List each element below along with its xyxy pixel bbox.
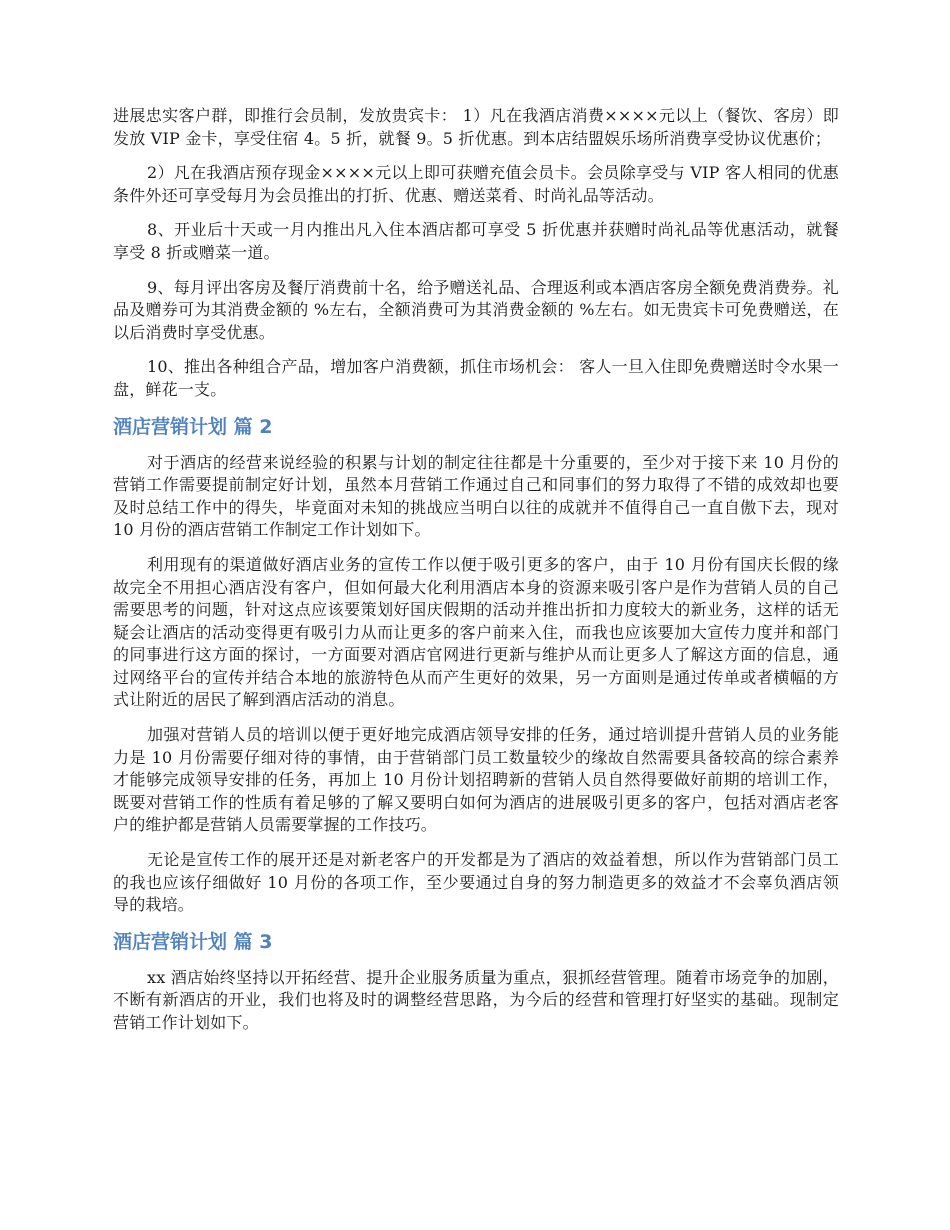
paragraph: 对于酒店的经营来说经验的积累与计划的制定往往都是十分重要的，至少对于接下来 10 月份的营销工作需要提前制定好计划，虽然本月营销工作通过自己和同事们的努力取得了不错的成效却也要及时总结工作中的得失，毕竟面对未知的挑战应当明白以往的成就并不值得自己一直自傲下去，现对 10 月份的酒店营销工作制定工作计划如下。 <box>113 452 839 540</box>
paragraph: 利用现有的渠道做好酒店业务的宣传工作以便于吸引更多的客户，由于 10 月份有国庆长假的缘故完全不用担心酒店没有客户，但如何最大化利用酒店本身的资源来吸引客户是作为营销人员的自己需要思考的问题，针对这点应该要策划好国庆假期的活动并推出折扣力度较大的新业务，这样的话无疑会让酒店的活动变得更有吸引力从而让更多的客户前来入住，而我也应该要加大宣传力度并和部门的同事进行这方面的探讨，一方面要对酒店官网进行更新与维护从而让更多人了解这方面的信息，通过网络平台的宣传并结合本地的旅游特色从而产生更好的效果，另一方面则是通过传单或者横幅的方式让附近的居民了解到酒店活动的消息。 <box>113 554 839 710</box>
paragraph: 8、开业后十天或一月内推出凡入住本酒店都可享受 5 折优惠并获赠时尚礼品等优惠活动，就餐享受 8 折或赠菜一道。 <box>113 220 839 262</box>
document-page <box>113 105 839 1047</box>
paragraph: xx 酒店始终坚持以开拓经营、提升企业服务质量为重点，狠抓经营管理。随着市场竞争的加剧，不断有新酒店的开业，我们也将及时的调整经营思路，为今后的经营和管理打好坚实的基础。现制定营销工作计划如下。 <box>113 967 839 1032</box>
paragraph: 9、每月评出客房及餐厅消费前十名，给予赠送礼品、合理返利或本酒店客房全额免费消费券。礼品及赠券可为其消费金额的 %左右，全额消费可为其消费金额的 %左右。如无贵宾卡可免费赠送，在以后消费时享受优惠。 <box>113 277 839 342</box>
section-3 <box>113 929 839 1035</box>
section-2 <box>113 414 839 917</box>
paragraph: 加强对营销人员的培训以便于更好地完成酒店领导安排的任务，通过培训提升营销人员的业务能力是 10 月份需要仔细对待的事情，由于营销部门员工数量较少的缘故自然需要具备较高的综合素养才能够完成领导安排的任务，再加上 10 月份计划招聘新的营销人员自然得要做好前期的培训工作，既要对营销工作的性质有着足够的了解又要明白如何为酒店的进展吸引更多的客户，包括对酒店老客户的维护都是营销人员需要掌握的工作技巧。 <box>113 725 839 835</box>
section-heading: 酒店营销计划 篇 3 <box>113 930 273 953</box>
paragraph: 无论是宣传工作的展开还是对新老客户的开发都是为了酒店的效益着想，所以作为营销部门员工的我也应该仔细做好 10 月份的各项工作，至少要通过自身的努力制造更多的效益才不会辜负酒店领导的栽培。 <box>113 850 839 915</box>
section-heading: 酒店营销计划 篇 2 <box>113 415 273 438</box>
paragraph: 进展忠实客户群，即推行会员制，发放贵宾卡： 1）凡在我酒店消费××××元以上（餐饮、客房）即发放 VIP 金卡，享受住宿 4。5 折，就餐 9。5 折优惠。到本店结盟娱乐场所消费享受协议优惠价； <box>113 106 839 148</box>
paragraph: 10、推出各种组合产品，增加客户消费额，抓住市场机会： 客人一旦入住即免费赠送时令水果一盘，鲜花一支。 <box>113 357 839 399</box>
section-1 <box>113 105 839 402</box>
paragraph: 2）凡在我酒店预存现金××××元以上即可获赠充值会员卡。会员除享受与 VIP 客人相同的优惠条件外还可享受每月为会员推出的打折、优惠、赠送菜肴、时尚礼品等活动。 <box>113 163 839 205</box>
